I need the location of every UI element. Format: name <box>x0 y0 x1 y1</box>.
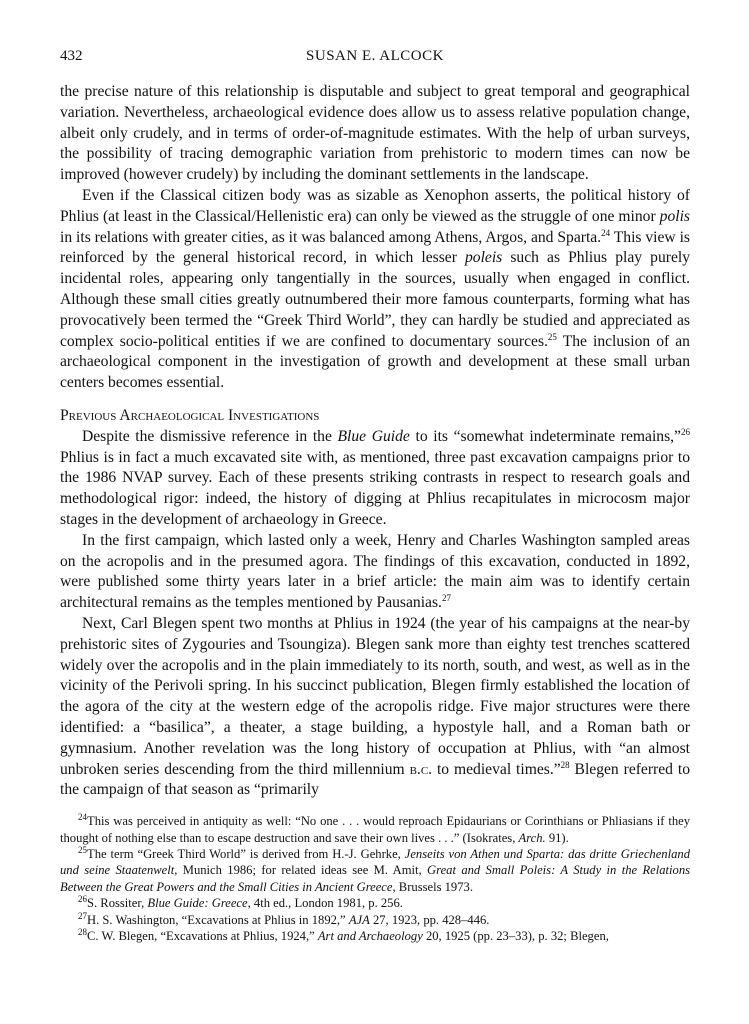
paragraph-3: Despite the dismissive reference in the Blue Guide to its “somewhat indeterminate remains,”$^{26}$ Phlius is in fact a much excavated site with, as mentioned, three past excavation campaigns prior to the 1986 NVAP survey. Each of these presents striking contrasts in respect to research goals and methodological rigor: indeed, the history of digging at Phlius recapitulates in microcosm major stages in the development of archaeology in Greece. <box>60 426 690 528</box>
footnote-ref-28[interactable]: 28 <box>560 759 570 770</box>
footnote-ref-25[interactable]: 25 <box>547 331 557 342</box>
running-head <box>60 48 690 70</box>
running-head-author: SUSAN E. ALCOCK <box>306 48 444 64</box>
footnote-25: $^{25}$The term “Greek Third World” is derived from H.-J. Gehrke, Jenseits von Athen und Sparta: das dritte Griechenland und seine Staatenwelt, Munich 1986; for related ideas see M. Amit, Great and Small Poleis: A Study in the Relations Between the Great Powers and the Small Cities in Ancient Greece, Brussels 1973. <box>60 844 691 894</box>
footnote-ref-26[interactable]: 26 <box>680 426 690 437</box>
page-number: 432 <box>60 48 83 64</box>
body-text <box>60 82 690 801</box>
paragraph-5: Next, Carl Blegen spent two months at Phlius in 1924 (the year of his campaigns at the near-by prehistoric sites of Zygouries and Tsoungiza). Blegen sank more than eighty test trenches scattered widely over the acropolis and in the plain immediately to its north, south, and west, as well as in the vicinity of the Perivoli spring. In his succinct publication, Blegen firmly established the location of the agora of the city at the western edge of the acropolis ridge. Five major structures were there identified: a “basilica”, a theater, a stage building, a hypostyle hall, and a Roman bath or gymnasium. Another revelation was the long history of occupation at Phlius, with “an almost unbroken series descending from the third millennium b.c. to medieval times.”$^{28}$ Blegen referred to the campaign of that season as “primarily <box>60 614 690 799</box>
paragraph-2: Even if the Classical citizen body was as sizable as Xenophon asserts, the political history of Phlius (at least in the Classical/Hellenistic era) can only be viewed as the struggle of one minor polis in its relations with greater cities, as it was balanced among Athens, Argos, and Sparta.$^{24}$ This view is reinforced by the general historical record, in which lesser poleis such as Phlius play purely incidental roles, appearing only tangentially in the sources, usually when engaged in conflict. Although these small cities greatly outnumbered their more famous counterparts, forming what has provocatively been termed the “Greek Third World”, they can hardly be studied and appreciated as complex socio-political entities if we are confined to documentary sources.$^{25}$ The inclusion of an archaeological component in the investigation of growth and development at these small urban centers becomes essential. <box>60 186 691 392</box>
paragraph-4: In the first campaign, which lasted only a week, Henry and Charles Washington sampled areas on the acropolis and in the presumed agora. The findings of this excavation, conducted in 1892, were published some thirty years later in a brief article: the main aim was to identify certain architectural remains as the temples mentioned by Pausanias.$^{27}$ <box>60 531 690 612</box>
footnote-ref-24[interactable]: 24 <box>601 227 611 238</box>
page <box>60 48 690 944</box>
footnote-ref-27[interactable]: 27 <box>441 592 451 603</box>
section-heading: Previous Archaeological Investigations <box>60 406 320 424</box>
footnote-24: $^{24}$This was perceived in antiquity as well: “No one . . . would reproach Epidaurians or Corinthians or Phliasians if they thought of nothing else than to escape destruction and save their own lives . . .” (Isokrates, Arch. 91). <box>60 811 690 845</box>
footnote-28: $^{28}$C. W. Blegen, “Excavations at Phlius, 1924,” Art and Archaeology 20, 1925 (pp. 23–33), p. 32; Blegen, <box>78 926 609 943</box>
footnotes <box>60 813 690 944</box>
paragraph-1: the precise nature of this relationship is disputable and subject to great temporal and geographical variation. Nevertheless, archaeological evidence does allow us to assess relative population change, albeit only crudely, and in terms of order-of-magnitude estimates. With the help of urban surveys, the possibility of tracing demographic variation from prehistoric to modern times can now be improved (however crudely) by including the dominant settlements in the landscape. <box>60 83 690 184</box>
footnote-26: $^{26}$S. Rossiter, Blue Guide: Greece, 4th ed., London 1981, p. 256. <box>78 893 403 911</box>
footnote-27: $^{27}$H. S. Washington, “Excavations at Phlius in 1892,” AJA 27, 1923, pp. 428–446. <box>78 910 490 927</box>
